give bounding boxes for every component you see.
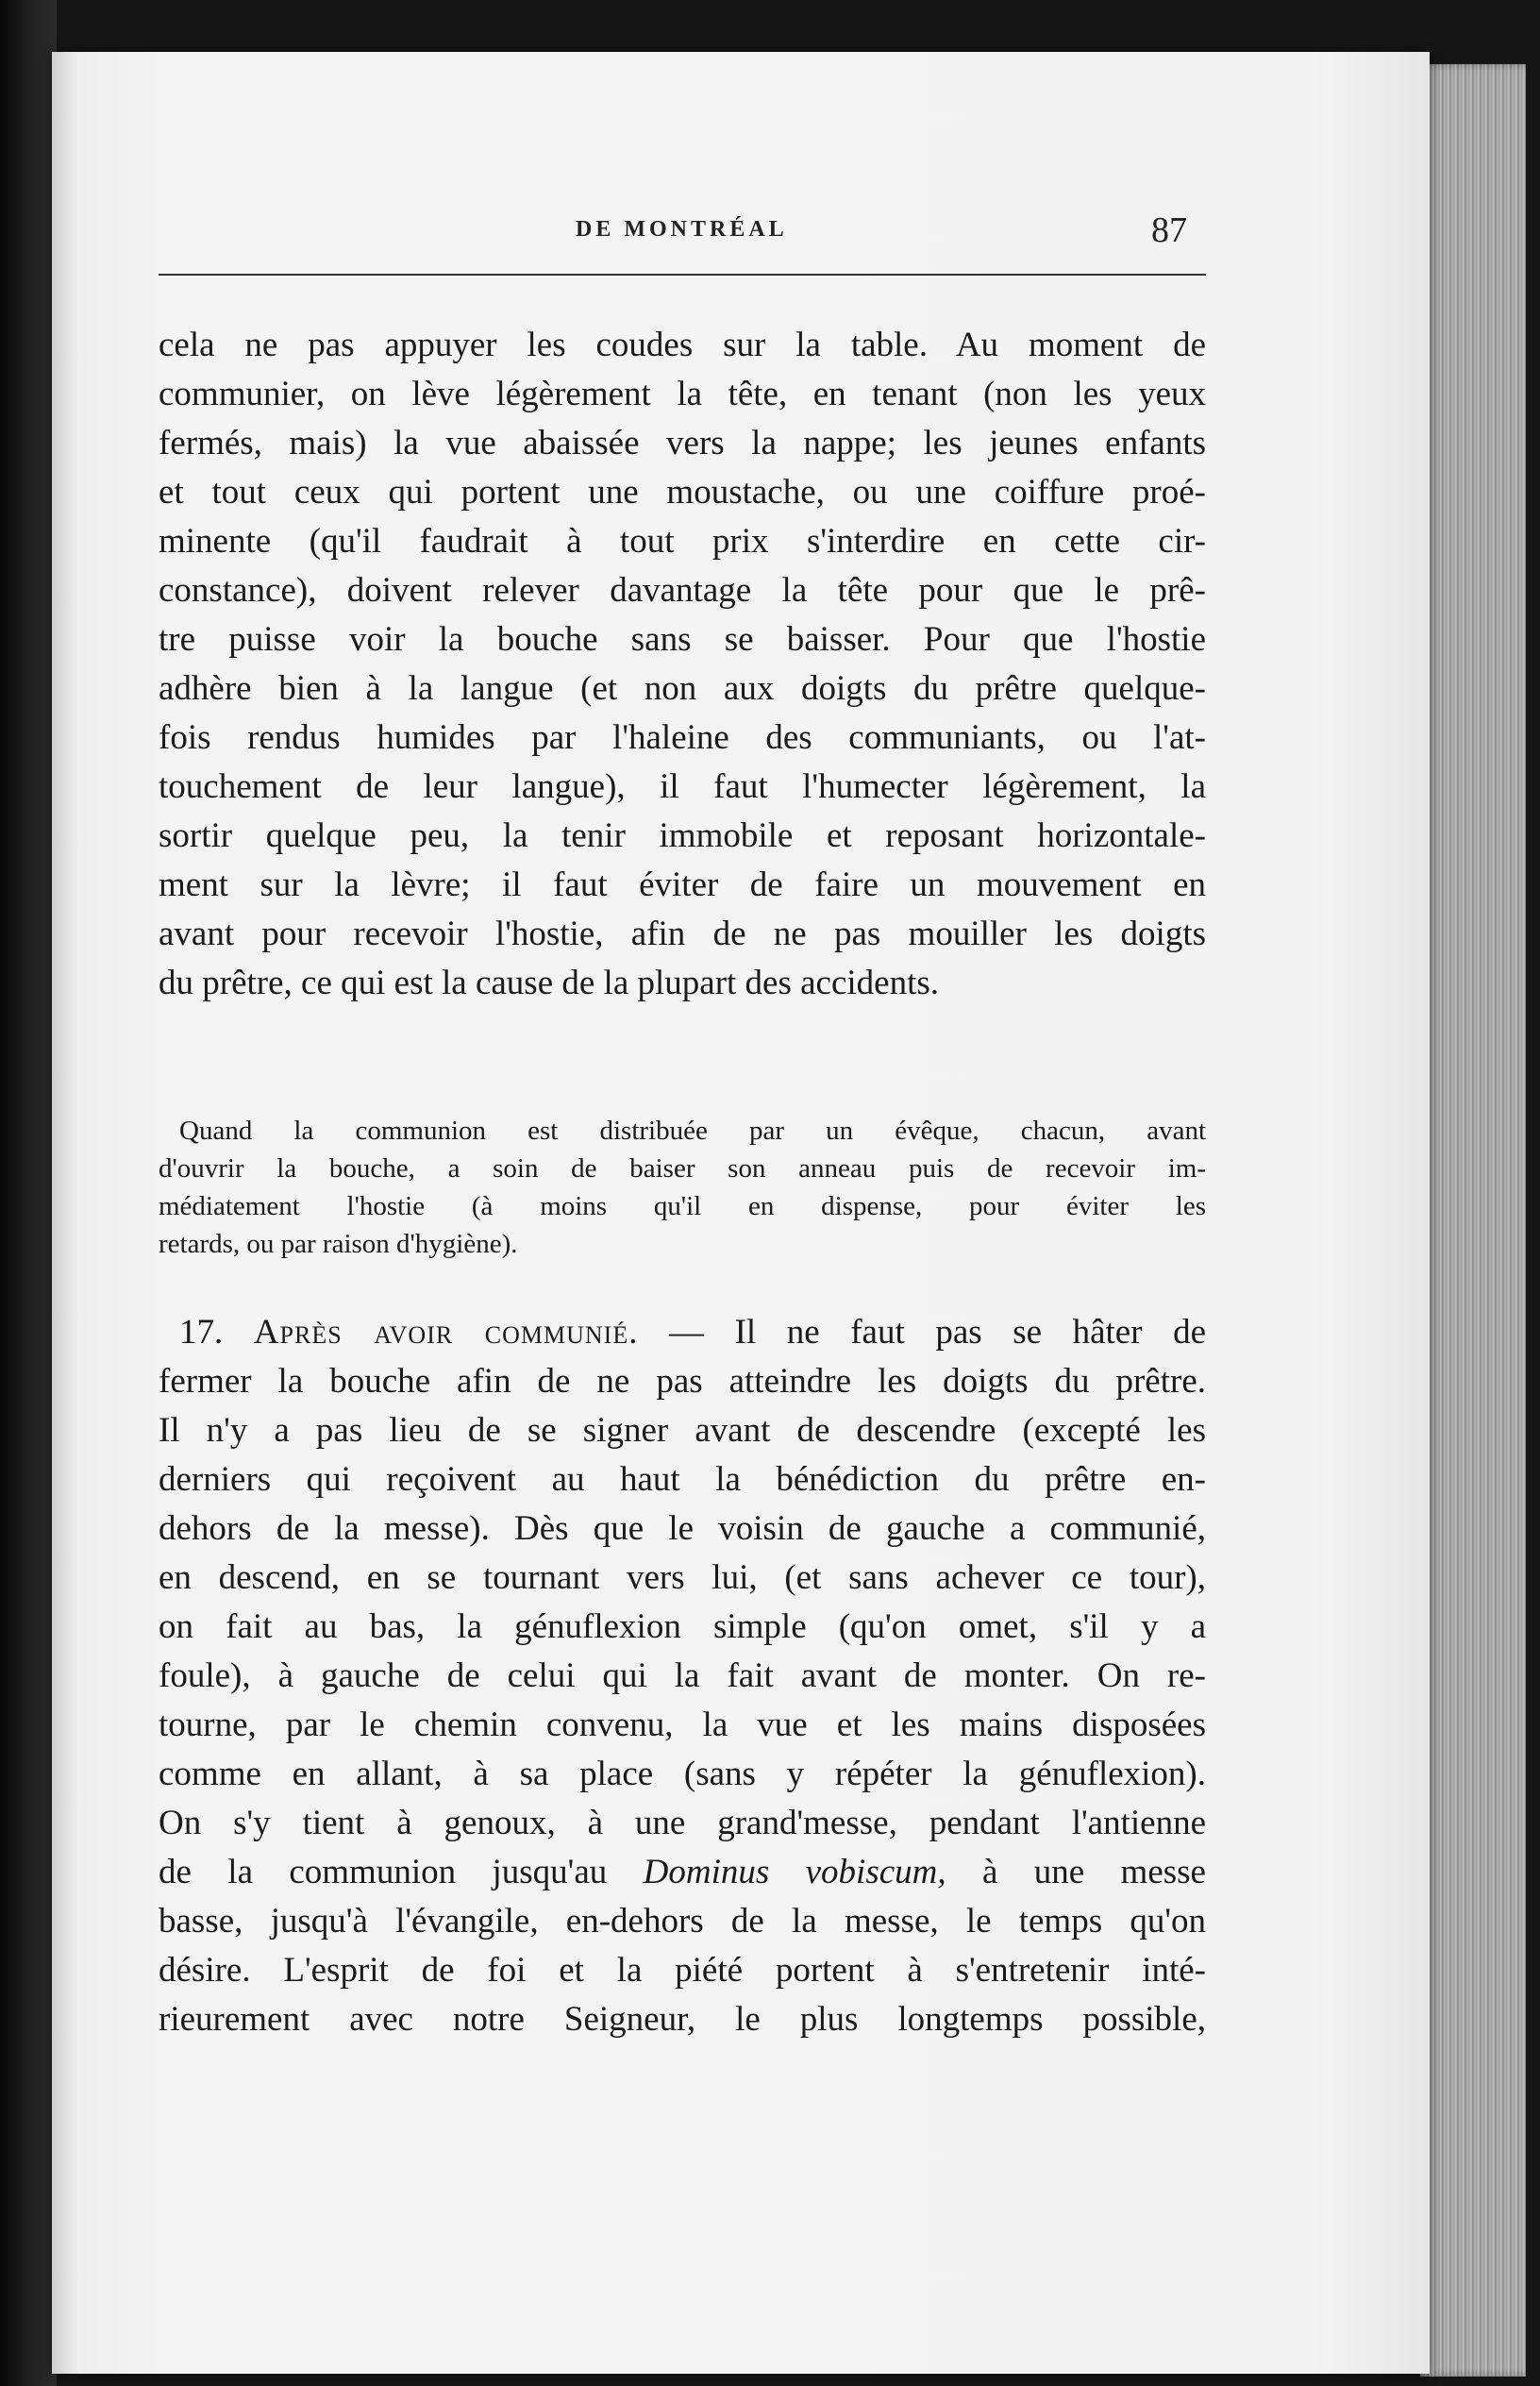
text-line: tourne, par le chemin convenu, la vue et les mains disposées	[159, 1705, 1206, 1744]
page-number: 87	[1151, 210, 1187, 250]
page-block-edge	[1420, 64, 1526, 2377]
text-line: fois rendus humides par l'haleine des communiants, ou l'at-	[159, 718, 1206, 757]
text-line: minente (qu'il faudrait à tout prix s'interdire en cette cir-	[159, 522, 1206, 561]
italic-phrase: Dominus vobiscum,	[643, 1853, 946, 1891]
note-line: médiatement l'hostie (à moins qu'il en dispense, pour éviter les	[159, 1191, 1206, 1221]
em-dash: —	[638, 1313, 735, 1352]
text-line: du prêtre, ce qui est la cause de la plupart des accidents.	[159, 964, 940, 1002]
text-line: communier, on lève légèrement la tête, en tenant (non les yeux	[159, 375, 1206, 413]
text-line: dehors de la messe). Dès que le voisin de gauche a communié,	[159, 1509, 1206, 1548]
text-line: sortir quelque peu, la tenir immobile et reposant horizontale-	[159, 816, 1206, 855]
text-line: on fait au bas, la génuflexion simple (qu'on omet, s'il y a	[159, 1607, 1206, 1646]
text-line: cela ne pas appuyer les coudes sur la table. Au moment de	[159, 326, 1206, 364]
text-line: fermer la bouche afin de ne pas atteindre les doigts du prêtre.	[159, 1362, 1206, 1401]
text-line: ment sur la lèvre; il faut éviter de faire un mouvement en	[159, 865, 1206, 904]
text-line: rieurement avec notre Seigneur, le plus longtemps possible,	[159, 2000, 1206, 2039]
section-heading-line	[179, 1308, 1206, 1357]
header-rule	[159, 274, 1206, 276]
text-line: foule), à gauche de celui qui la fait avant de monter. On re-	[159, 1656, 1206, 1695]
text-line: Il n'y a pas lieu de se signer avant de descendre (excepté les	[159, 1411, 1206, 1450]
section-heading: Après avoir communié.	[253, 1313, 639, 1352]
text-run: de la communion jusqu'au	[159, 1853, 644, 1891]
text-run: à une messe	[946, 1853, 1206, 1891]
text-line: On s'y tient à genoux, à une grand'messe, pendant l'antienne	[159, 1804, 1206, 1842]
text-line: tre puisse voir la bouche sans se baisser. Pour que l'hostie	[159, 620, 1206, 659]
text-line: derniers qui reçoivent au haut la bénédiction du prêtre en-	[159, 1460, 1206, 1499]
text-line: comme en allant, à sa place (sans y répéter la génuflexion).	[159, 1755, 1206, 1793]
text-line: avant pour recevoir l'hostie, afin de ne pas mouiller les doigts	[159, 915, 1206, 953]
text-line: touchement de leur langue), il faut l'humecter légèrement, la	[159, 767, 1206, 806]
binding-shadow	[0, 0, 57, 2386]
text-line: fermés, mais) la vue abaissée vers la nappe; les jeunes enfants	[159, 424, 1206, 462]
text-line: adhère bien à la langue (et non aux doigts du prêtre quelque-	[159, 669, 1206, 708]
text-line: en descend, en se tournant vers lui, (et sans achever ce tour),	[159, 1558, 1206, 1597]
text-line: constance), doivent relever davantage la tête pour que le prê-	[159, 571, 1206, 610]
note-line: d'ouvrir la bouche, a soin de baiser son anneau puis de recevoir im-	[159, 1153, 1206, 1184]
running-title: DE MONTRÉAL	[576, 217, 788, 242]
section-first-line-text: Il ne faut pas se hâter de	[734, 1313, 1206, 1352]
text-line: et tout ceux qui portent une moustache, ou une coiffure proé-	[159, 473, 1206, 512]
note-line: Quand la communion est distribuée par un évêque, chacun, avant	[179, 1116, 1206, 1146]
text-line: basse, jusqu'à l'évangile, en-dehors de la messe, le temps qu'on	[159, 1902, 1206, 1941]
note-line: retards, ou par raison d'hygiène).	[159, 1229, 518, 1259]
text-line: désire. L'esprit de foi et la piété portent à s'entretenir inté-	[159, 1951, 1206, 1990]
text-line	[159, 1848, 1206, 1897]
section-number: 17.	[179, 1313, 224, 1352]
